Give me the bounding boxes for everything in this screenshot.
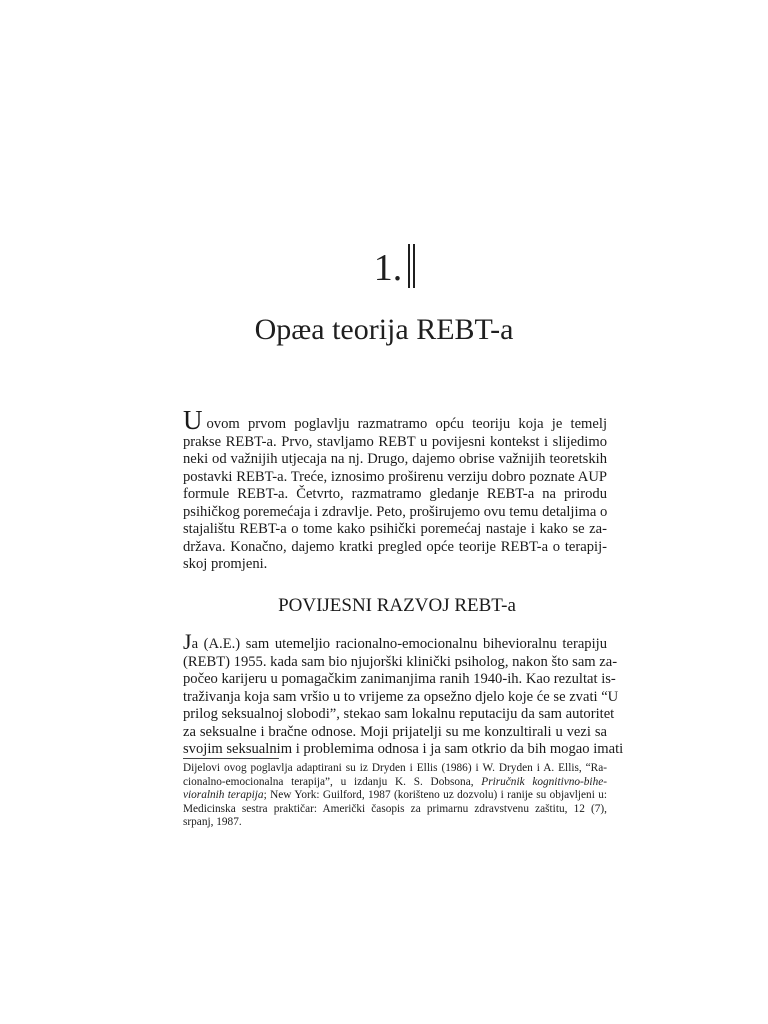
footnote-text: cionalno-emocionalna terapija”, u izdanju K. S. Dobsona, <box>183 775 482 788</box>
intro-line: prakse REBT-a. Prvo, stavljamo REBT u povijesni kontekst i slijedimo <box>183 433 607 450</box>
body-dropcap: J <box>183 629 192 654</box>
intro-line: država. Konačno, dajemo kratki pregled opće teorije REBT-a o terapij- <box>183 538 607 555</box>
body-line <box>183 629 607 654</box>
intro-line-text: ovom prvom poglavlju razmatramo opću teoriju koja je temelj <box>206 416 607 432</box>
footnote-line <box>183 776 607 790</box>
footnote-line: Dijelovi ovog poglavlja adaptirani su iz Dryden i Ellis (1986) i W. Dryden i A. Ellis, “Ra- <box>183 762 607 774</box>
footnote-divider <box>183 758 279 759</box>
chapter-number-text: 1. <box>373 247 403 289</box>
section-heading: POVIJESNI RAZVOJ REBT-a <box>278 595 516 616</box>
chapter-number-bars <box>406 244 418 288</box>
footnote-book-title-cont: vioralnih terapija <box>183 789 264 802</box>
intro-line: psihičkog poremećaja i zdravlje. Peto, proširujemo ovu temu detaljima o <box>183 503 608 520</box>
footnote-line: srpanj, 1987. <box>183 816 242 829</box>
intro-dropcap: U <box>183 405 203 435</box>
body-line: počeo karijeru u pomagačkim zanimanjima ranih 1940-ih. Kao rezultat is- <box>183 671 616 687</box>
body-line: prilog seksualnoj slobodi”, stekao sam lokalnu reputaciju da sam autoritet <box>183 706 615 722</box>
footnote <box>183 762 607 830</box>
footnote-line: Medicinska sestra praktičar: Američki časopis za primarnu zdravstvenu zaštitu, 12 (7), <box>183 802 607 815</box>
intro-line <box>183 405 607 435</box>
intro-line: stajalištu REBT-a o tome kako psihički poremećaj nastaje i kako se za- <box>183 521 607 537</box>
intro-line: formule REBT-a. Četvrto, razmatramo gledanje REBT-a na prirodu <box>183 486 607 502</box>
intro-line: postavki REBT-a. Treće, iznosimo proširenu verziju dobro poznate AUP <box>183 468 607 485</box>
chapter-number <box>0 244 768 291</box>
intro-line: skoj promjeni. <box>183 556 268 572</box>
footnote-book-title: Priručnik kognitivno-bihe- <box>481 775 608 788</box>
body-paragraph <box>183 629 624 759</box>
intro-line: neki od važnijih utjecaja na nj. Drugo, dajemo obrise važnijih teoretskih <box>183 451 607 467</box>
body-line: svojim seksualnim i problemima odnosa i ja sam otkrio da bih mogao imati <box>183 741 624 757</box>
footnote-text: ; New York: Guilford, 1987 (korišteno uz dozvolu) i ranije su objavljeni u: <box>263 789 607 802</box>
footnote-line <box>183 789 607 803</box>
body-line: (REBT) 1955. kada sam bio njujorški klinički psiholog, nakon što sam za- <box>183 653 618 670</box>
body-line: za seksualne i bračne odnose. Moji prijatelji su me konzultirali u vezi sa <box>183 723 607 740</box>
body-line-text: a (A.E.) sam utemeljio racionalno-emocionalnu bihevioralnu terapiju <box>191 636 607 652</box>
chapter-title: Opæa teorija REBT-a <box>254 313 514 346</box>
body-line: traživanja koja sam vršio u to vrijeme za opsežno djelo koje će se zvati “U <box>183 688 619 705</box>
intro-paragraph <box>183 405 608 574</box>
